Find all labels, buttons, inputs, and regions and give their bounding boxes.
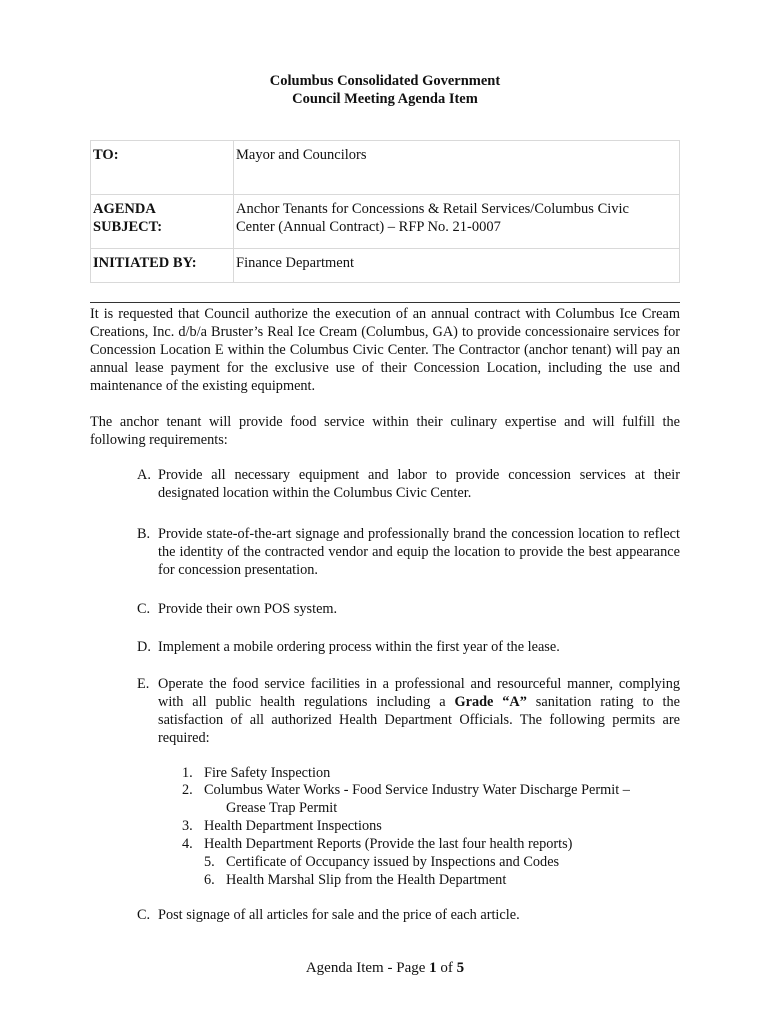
to-label: TO: [91, 141, 234, 195]
permit-item: 4. Health Department Reports (Provide the last four health reports) [182, 836, 573, 852]
subject-label-line1: AGENDA [93, 201, 156, 217]
page-footer: Agenda Item - Page 1 of 5 [305, 960, 465, 976]
requirement-text: Post signage of all articles for sale and the price of each article. [158, 907, 520, 923]
requirement-letter: A. [137, 467, 151, 483]
requirement-a [137, 466, 680, 502]
requirement-text: Operate the food service facilities in a professional and resourceful manner, complying with all public health regulations including a Grade “A” sanitation rating to the satisfaction of all authorized Health Department Officials. The following permits are required: [158, 676, 681, 746]
initiated-label: INITIATED BY: [91, 249, 234, 283]
permit-item: 2. Columbus Water Works - Food Service Industry Water Discharge Permit – [182, 782, 630, 798]
requirement-c [137, 600, 680, 618]
subject-value-line1: Anchor Tenants for Concessions & Retail Services/Columbus Civic [236, 201, 629, 217]
requirement-e [137, 675, 680, 747]
subject-value [234, 195, 680, 249]
requirement-text: Provide their own POS system. [158, 601, 338, 617]
requirement-text: Provide state-of-the-art signage and professionally brand the concession location to reflect the identity of the contracted vendor and equip the location to provide the best appearance for concession presentation. [158, 526, 680, 578]
permit-item-continued: Grease Trap Permit [226, 800, 338, 816]
intro-paragraph: It is requested that Council authorize the execution of an annual contract with Columbus Ice Cream Creations, Inc. d/b/a Bruster’s Real Ice Cream (Columbus, GA) to provide concessionaire services for Concession Location E within the Columbus Civic Center. The Contractor (anchor tenant) will pay an annual lease payment for the exclusive use of their Concession Location, including the use and maintenance of the existing equipment. [90, 306, 680, 394]
to-value: Mayor and Councilors [234, 141, 680, 195]
requirements-intro: The anchor tenant will provide food service within their culinary expertise and will fulfill the following requirements: [90, 414, 680, 448]
subject-label-line2: SUBJECT: [93, 219, 163, 235]
document-title: Columbus Consolidated Government [269, 73, 501, 89]
permit-item: 3. Health Department Inspections [182, 818, 382, 834]
permit-item: 6. Health Marshal Slip from the Health Department [204, 872, 507, 888]
initiated-value: Finance Department [234, 249, 680, 283]
grade-a-emphasis: Grade “A” [454, 694, 527, 710]
requirement-letter: C. [137, 601, 151, 617]
current-page: 1 [429, 960, 437, 976]
requirement-letter: E. [137, 676, 150, 692]
document-subtitle: Council Meeting Agenda Item [292, 91, 478, 107]
requirement-text: Provide all necessary equipment and labor to provide concession services at their designated location within the Columbus Civic Center. [158, 467, 680, 501]
requirement-letter: D. [137, 639, 151, 655]
total-pages: 5 [456, 960, 465, 976]
requirement-text: Implement a mobile ordering process within the first year of the lease. [158, 639, 560, 655]
subject-value-line2: Center (Annual Contract) – RFP No. 21-0007 [236, 219, 501, 235]
requirement-b [137, 525, 680, 579]
subject-label [91, 195, 234, 249]
agenda-info-table [90, 140, 680, 283]
permit-item: 1. Fire Safety Inspection [182, 765, 331, 781]
requirement-letter: C. [137, 907, 151, 923]
requirement-d [137, 638, 680, 656]
requirement-letter: B. [137, 526, 151, 542]
divider-line [90, 302, 680, 303]
permit-item: 5. Certificate of Occupancy issued by Inspections and Codes [204, 854, 560, 870]
requirement-c-signage [137, 906, 680, 924]
